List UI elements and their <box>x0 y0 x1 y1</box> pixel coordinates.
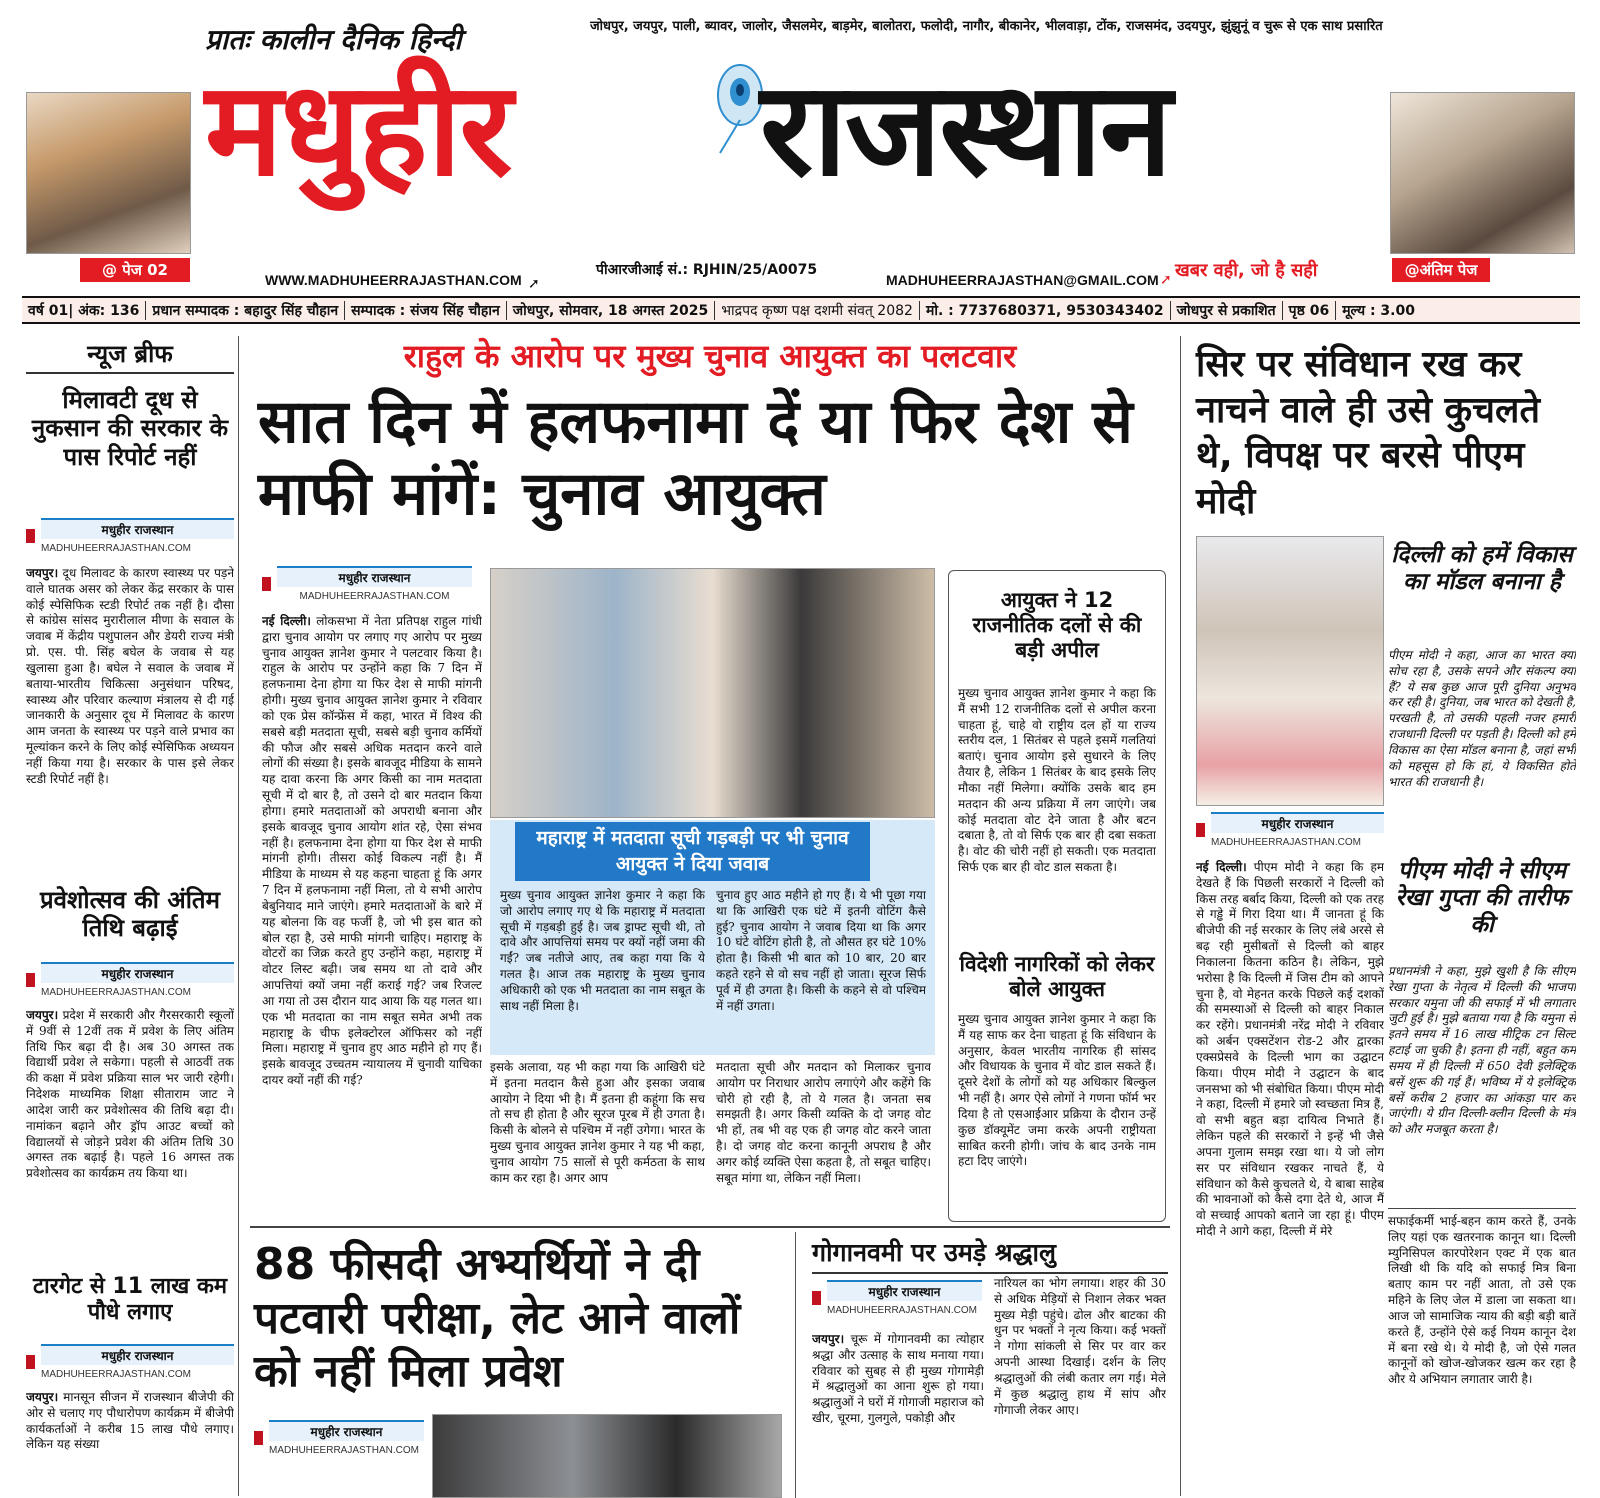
website-link[interactable]: WWW.MADHUHEERRAJASTHAN.COM <box>265 272 522 288</box>
lead-bottom-col-1: इसके अलावा, यह भी कहा गया कि आखिरी घंटे में इतना मतदान कैसे हुआ और इसका जवाब आयोग ने दिया भी है। मैं इतना ही कहूंगा कि सच तो सच ही होता है और सूरज पूरब में ही उगता है। किसी के बोलने से पश्चिम में नहीं उगेगा। भारत के मुख्य चुनाव आयुक्त ज्ञानेश कुमार ने यह भी कहा, चुनाव आयोग 75 सालों से पूरी कर्मठता के साथ काम कर रहा है। अगर आप <box>490 1060 705 1185</box>
subhead: महाराष्ट्र में मतदाता सूची गड़बड़ी पर भी चुनाव आयुक्त ने दिया जवाब <box>515 822 870 881</box>
byline-name: मधुहीर राजस्थान <box>269 1420 424 1441</box>
goga-title: गोगानवमी पर उमड़े श्रद्धालु <box>812 1238 1168 1274</box>
info-date: जोधपुर, सोमवार, 18 अगस्त 2025 <box>507 301 715 320</box>
info-volume: वर्ष 01| अंक: 136 <box>22 301 146 320</box>
byline-name: मधुहीर राजस्थान <box>1211 812 1384 833</box>
dateline: जयपुर। <box>26 1008 59 1022</box>
patwari-headline: 88 फीसदी अभ्यर्थियों ने दी पटवारी परीक्षा, लेट आने वालों को नहीं मिला प्रवेश <box>254 1239 741 1398</box>
info-bar <box>22 296 1580 324</box>
byline-site: MADHUHEERRAJASTHAN.COM <box>269 1445 420 1456</box>
brief-title: न्यूज ब्रीफ <box>26 340 234 374</box>
byline-marker <box>26 973 35 987</box>
byline <box>26 518 234 554</box>
right-col-2-body: सफाईकर्मी भाई-बहन काम करते हैं, उनके लिए यहां एक खतरनाक कानून था। दिल्ली म्युनिसिपल कारपोरेशन एक्ट में एक बात लिखी थी कि यदि को सफाई मित्र बिना बताए काम पर नहीं आता, तो उसे एक महिने के लिए जेल में डाला जा सकता था। आज जो सामाजिक न्याय की बड़ी बड़ी बातें करते हैं, उन्होंने ऐसे कई नियम कानून देश में बना रखे थे। ये मोदी है, जो ऐसे गलत कानूनों को खोज-खोजकर खत्म कर रहा है और ये अभियान लगातार जारी है। <box>1388 1214 1576 1387</box>
byline <box>26 1344 234 1380</box>
info-published: जोधपुर से प्रकाशित <box>1171 301 1283 320</box>
masthead-motto: खबर वही, जो है सही <box>1175 260 1318 281</box>
lead-photo[interactable] <box>490 568 935 818</box>
byline-marker <box>812 1291 821 1305</box>
byline-name: मधुहीर राजस्थान <box>827 1280 982 1301</box>
left-story-3-title: टारगेट से 11 लाख कम पौधे लगाए <box>32 1274 228 1325</box>
lead-headline: सात दिन में हलफनामा दें या फिर देश से माफी मांगें: चुनाव आयुक्त <box>258 387 1133 529</box>
section-divider <box>250 1226 1170 1228</box>
goga-col-2: नारियल का भोग लगाया। शहर की 30 से अधिक मेड़ियों से निशान लेकर भक्त मुख्य मेड़ी पहुंचे। ढोल और बाटका की धुन पर भक्तों ने नृत्य किया। कई भक्तों ने गोगा सांकली से सिर पर वार कर अपनी आस्था दिखाई। दर्शन के लिए श्रद्धालुओं की लंबी कतार लग गई। मेले में कुछ श्रद्धालु हाथ में सांप और गोगाजी लेकर आए। <box>994 1276 1166 1417</box>
quote-2-title: पीएम मोदी ने सीएम रेखा गुप्ता की तारीफ की <box>1395 858 1569 939</box>
info-chief-editor: प्रधान सम्पादक : बहादुर सिंह चौहान <box>146 301 345 320</box>
right-col-body <box>1196 860 1384 1498</box>
left-story-2-body <box>26 1008 234 1266</box>
story-text: दूध मिलावट के कारण स्वास्थ्य पर पड़ने वाले घातक असर को लेकर केंद्र सरकार के पास कोई स्पेसिफिक स्टडी रिपोर्ट तक नहीं है। दौसा से कांग्रेस सांसद मुरारीलाल मीणा के सवाल के जवाब में केंद्रीय पशुपालन और डेयरी राज्य मंत्री प्रो. एस. पी. सिंह बघेल के जवाब से यह खुलासा हुआ है। बघेल ने सवाल के जवाब में बताया-भारतीय चिकित्सा अनुसंधान परिषद, स्वास्थ्य और परिवार कल्याण मंत्रालय से दी गई जानकारी के अनुसार दूध में मिलावट के कारण आम जनता के स्वास्थ्य पर पड़ने वाले प्रभाव का मूल्यांकन करने के लिए कोई स्पेसिफिक अध्ययन नहीं किया गया है। सरकार के पास इसे लेकर स्टडी रिपोर्ट नहीं है। <box>26 566 234 786</box>
byline-marker <box>26 1355 35 1369</box>
byline-site: MADHUHEERRAJASTHAN.COM <box>41 543 192 554</box>
story-text: लोकसभा में नेता प्रतिपक्ष राहुल गांधी द्वारा चुनाव आयोग पर लगाए गए आरोप पर मुख्य चुनाव आयुक्त ज्ञानेश कुमार ने पलटवार किया है। राहुल के आरोप पर उन्होंने कहा कि 7 दिन में हलफनामा देना होगा या फिर देश से माफी मांगनी होगी। मुख्य चुनाव आयुक्त ज्ञानेश कुमार ने रविवार को एक प्रेस कॉन्फ्रेंस में कहा, भारत में विश्व की सबसे बड़ी मतदाता सूची, सबसे बड़ी चुनाव कर्मियों की फौज और सबसे अधिक मतदान करने वाले लोगों की संख्या है। इसके बावजूद मीडिया के सामने यह दावा करना कि अगर किसी का नाम मतदाता सूची में दो बार है, तो उसने दो बार मतदान किया होगा। हमारे मतदाताओं को अपराधी बनाना और इसके बावजूद चुनाव आयोग शांत रहे, ऐसा संभव नहीं है। हलफनामा देना होगा या फिर देश से माफी मांगनी होगी। तीसरा कोई विकल्प नहीं है। मैं मीडिया के माध्यम से यह कहना चाहता हूं कि अगर 7 दिन में हलफनामा नहीं मिला, तो ये सभी आरोप बेबुनियाद माने जाएंगे। हमारे मतदाताओं के बारे में यह बोलना कि वह फर्जी है, जो भी इस बात को बोल रहा है, उसे माफी मांगनी चाहिए। महाराष्ट्र के वोटरों का जिक्र करते हुए उन्होंने कहा, महाराष्ट्र में वोटर लिस्ट बढ़ी। जब समय था तो दावे और आपत्तियां क्यों जमा नहीं कराई गई? जब रिजल्ट आ गया तो उस दौरान याद आया कि यह गलत था। एक भी मतदाता का नाम सबूत समेत अभी तक महाराष्ट्र के चीफ इलेक्टोरल ऑफिसर को नहीं मिला। महाराष्ट्र में चुनाव हुए आठ महीने हो गए हैं। इसके बावजूद उच्चतम न्यायालय में चुनावी याचिका दायर क्यों नहीं की गई? <box>262 614 482 1088</box>
sidebar-box-2-body: मुख्य चुनाव आयुक्त ज्ञानेश कुमार ने कहा कि मैं यह साफ कर देना चाहता हूं कि संविधान के अनुसार, केवल भारतीय नागरिक ही सांसद और विधायक के चुनाव में वोट डाल सकते हैं। दूसरे देशों के लोगों को यह अधिकार बिल्कुल भी नहीं है। अगर ऐसे लोगों ने गणना फॉर्म भर दिया है तो एसआईआर प्रक्रिया के दौरान उन्हें कुछ डॉक्यूमेंट जमा करके अपनी राष्ट्रीयता साबित करनी होगी। जांच के बाद उनके नाम हटा दिए जाएंगे। <box>958 1012 1156 1169</box>
byline-name: मधुहीर राजस्थान <box>41 962 234 983</box>
info-page: पृष्ठ 06 <box>1283 301 1337 320</box>
dateline: जयपुर। <box>812 1332 845 1346</box>
patwari-photo[interactable] <box>432 1414 782 1498</box>
prgi-number: पीआरजीआई सं.: RJHIN/25/A0075 <box>596 262 818 278</box>
byline-name: मधुहीर राजस्थान <box>41 518 234 539</box>
info-phone: मो. : 7737680371, 9530343402 <box>920 301 1171 320</box>
column-divider <box>238 336 239 1496</box>
byline-site: MADHUHEERRAJASTHAN.COM <box>299 591 450 602</box>
byline <box>812 1280 982 1316</box>
byline-site: MADHUHEERRAJASTHAN.COM <box>41 1369 192 1380</box>
byline-marker <box>26 529 35 543</box>
masthead-left-photo[interactable] <box>26 92 191 254</box>
quote-1-body: पीएम मोदी ने कहा, आज का भारत क्या सोच रहा है, उसके सपने और संकल्प क्या हैं? ये सब कुछ आज पूरी दुनिया अनुभव कर रही है। दुनिया, जब भारत को देखती है, परखती है, तो उसकी पहली नजर हमारी राजधानी दिल्ली पर पड़ती है। दिल्ली को हमें विकास का ऐसा मॉडल बनाना है, जहां सभी को महसूस हो कि हां, ये विकसित होते भारत की राजधानी है। <box>1388 648 1576 789</box>
byline <box>1196 812 1384 848</box>
left-story-3-body <box>26 1390 234 1496</box>
right-page-badge[interactable]: @अंतिम पेज <box>1392 258 1490 282</box>
byline-name: मधुहीर राजस्थान <box>277 566 472 587</box>
cursor-icon: ➚ <box>528 276 540 292</box>
left-page-badge[interactable]: @ पेज 02 <box>80 258 190 282</box>
byline <box>254 1420 424 1456</box>
sidebar-box-1-body: मुख्य चुनाव आयुक्त ज्ञानेश कुमार ने कहा कि मैं सभी 12 राजनीतिक दलों से अपील करना चाहता हूं, चाहे वो राष्ट्रीय दल हों या राज्य स्तरीय दल, 1 सितंबर से पहले इसमें गलतियां बताएं। चुनाव आयोग इसे सुधारने के लिए तैयार है, लेकिन 1 सितंबर के बाद इसके लिए मौका नहीं मिलेगा। क्योंकि उसके बाद हम मतदान की अन्य प्रक्रिया में लग जाएंगे। जब कोई मतदाता वोट देने जाता है और बटन दबाता है, तो वो सिर्फ एक बार ही दबा सकता है। वोट की चोरी नहीं हो सकती। एक मतदाता सिर्फ एक बार ही वोट डाल सकता है। <box>958 686 1156 875</box>
byline-site: MADHUHEERRAJASTHAN.COM <box>1211 837 1362 848</box>
dateline: नई दिल्ली। <box>262 614 311 628</box>
info-editor: सम्पादक : संजय सिंह चौहान <box>345 301 507 320</box>
byline-site: MADHUHEERRAJASTHAN.COM <box>41 987 192 998</box>
column-divider <box>795 1232 796 1498</box>
dateline: जयपुर। <box>26 1390 59 1404</box>
story-text: पीएम मोदी ने कहा कि हम देखते हैं कि पिछली सरकारों ने दिल्ली को किस तरह बर्बाद किया, दिल्ली को एक तरह से गड्ढे में गिरा दिया था। मैं जानता हूं कि बीजेपी की नई सरकार के लिए लंबे अरसे से बढ़ रही मुसीबतों से दिल्ली को बाहर निकालना कितना कठिन है। लेकिन, मुझे भरोसा है कि दिल्ली में जिस टीम को आपने चुना है, वो मेहनत करके पिछले कई दशकों की समस्याओं से दिल्ली को बाहर निकाल कर रहेंगे। प्रधानमंत्री नरेंद्र मोदी ने रविवार को अर्बन एक्सटेंशन रोड-2 और द्वारका एक्सप्रेसवे के दिल्ली भाग का उद्घाटन किया। पीएम मोदी ने उद्घाटन के बाद जनसभा को भी संबोधित किया। पीएम मोदी ने कहा, दिल्ली में हमारे जो स्वच्छता मित्र हैं, वो सभी बहुत बड़ा दायित्व निभाते हैं। लेकिन पहले की सरकारों ने इन्हें भी जैसे अपना गुलाम समझ रखा था। ये जो लोग सर पर संविधान रखकर नाचते हैं, ये संविधान को कैसे कुचलते थे, ये बाबा साहेब की भावनाओं को कैसे दगा देते थे, आज मैं वो सच्चाई आपको बताने जा रहा हूं। पीएम मोदी ने आगे कहा, दिल्ली में मेरे <box>1196 860 1384 1239</box>
masthead-editions: जोधपुर, जयपुर, पाली, ब्यावर, जालोर, जैसलमेर, बाड़मेर, बालोतरा, फलोदी, नागौर, बीकानेर, भीलवाड़ा, टोंक, राजसमंद, उदयपुर, झुंझुनूं व चुरू से एक साथ प्रसारित <box>590 19 1383 34</box>
byline-marker <box>262 577 271 591</box>
modi-photo[interactable] <box>1196 536 1384 806</box>
lead-body <box>262 614 482 1262</box>
byline-marker <box>1196 823 1205 837</box>
sidebar-box-1-title: आयुक्त ने 12 राजनीतिक दलों से की बड़ी अपील <box>972 588 1142 662</box>
masthead-tagline: प्रातः कालीन दैनिक हिन्दी <box>205 23 462 56</box>
story-text: चूरू में गोगानवमी का त्योहार श्रद्धा और उत्साह के साथ मनाया गया। रविवार को सुबह से ही मुख्य गोगामेड़ी में श्रद्धालुओं का आना शुरू हो गया। श्रद्धालुओं ने घरों में गोगाजी महाराज को खीर, चूरमा, गुलगुले, पकोड़ी और <box>812 1332 984 1426</box>
byline-name: मधुहीर राजस्थान <box>41 1344 234 1365</box>
info-samvat: भाद्रपद कृष्ण पक्ष दशमी संवत् 2082 <box>715 301 920 320</box>
dateline: नई दिल्ली। <box>1196 860 1247 874</box>
dateline: जयपुर। <box>26 566 59 580</box>
byline-site: MADHUHEERRAJASTHAN.COM <box>827 1305 978 1316</box>
info-price: मूल्य : 3.00 <box>1342 302 1415 319</box>
subhead-col-2: चुनाव हुए आठ महीने हो गए हैं। ये भी पूछा गया था कि आखिरी एक घंटे में इतनी वोटिंग कैसे हुई? चुनाव आयोग ने जवाब दिया था कि अगर 10 घंटे वोटिंग होती है, तो औसत हर घंटे 10% होता है। किसी भी बात को 10 बार, 20 बार कहते रहने से वो सच नहीं हो जाता। सूरज सिर्फ पूर्व में ही उगता है। किसी के कहने से वो पश्चिम में नहीं उगता। <box>716 888 926 1013</box>
byline <box>26 962 234 998</box>
left-story-1-body <box>26 566 234 880</box>
story-text: प्रदेश में सरकारी और गैरसरकारी स्कूलों में 9वीं से 12वीं तक में प्रवेश के लिए अंतिम तिथि फिर बढ़ा दी है। अब 30 अगस्त तक विद्यार्थी प्रवेश ले सकेगा। पहली से आठवीं तक की कक्षा में प्रवेश प्रक्रिया साल भर जारी रहेगी। निदेशक माध्यमिक शिक्षा सीताराम जाट ने आदेश जारी कर प्रवेशोत्सव की तिथि बढ़ा दी। नामांकन बढ़ाने और ड्रॉप आउट बच्चों को विद्यालयों से जोड़ने प्रवेश की अंतिम तिथि 30 अगस्त तक बढ़ाई है। पहले 16 अगस्त तक प्रवेशोत्सव का कार्यक्रम तय किया था। <box>26 1008 234 1181</box>
lead-kicker: राहुल के आरोप पर मुख्य चुनाव आयुक्त का पलटवार <box>403 337 1017 375</box>
section-divider <box>1388 1208 1576 1209</box>
byline <box>262 566 472 602</box>
goga-col-1 <box>812 1332 984 1498</box>
lead-bottom-col-2: मतदाता सूची और मतदान को मिलाकर चुनाव आयोग पर निराधार आरोप लगाएंगे और कहेंगे कि चोरी हो रही है, तो ये गलत है। जनता सब समझती है। अगर किसी व्यक्ति के दो जगह वोट भी हों, तब भी वह एक ही जगह वोट करने जाता है। दो जगह वोट करना कानूनी अपराध है और अगर कोई व्यक्ति ऐसा कहता है, तो सबूत चाहिए। सबूत मांगा था, लेकिन नहीं मिला। <box>716 1060 931 1185</box>
story-text: मानसून सीजन में राजस्थान बीजेपी की ओर से चलाए गए पौधारोपण कार्यक्रम में बीजेपी कार्यकर्ताओं ने करीब 15 लाख पौधे लगाए। लेकिन यह संख्या <box>26 1390 234 1452</box>
left-story-2-title: प्रवेशोत्सव की अंतिम तिथि बढ़ाई <box>40 886 220 943</box>
cursor-icon: ➚ <box>1160 272 1172 288</box>
quote-1-title: दिल्ली को हमें विकास का मॉडल बनाना है <box>1391 542 1573 596</box>
masthead-title-black: राजस्थान <box>760 53 1171 205</box>
left-story-1-title: मिलावटी दूध से नुकसान की सरकार के पास रिपोर्ट नहीं <box>31 386 229 471</box>
byline-marker <box>254 1431 263 1445</box>
masthead-right-photo[interactable] <box>1390 92 1575 254</box>
email-link[interactable]: MADHUHEERRAJASTHAN@GMAIL.COM <box>886 272 1159 288</box>
sidebar-box-2-title: विदेशी नागरिकों को लेकर बोले आयुक्त <box>959 952 1155 1001</box>
masthead-title-red: मधुहीर <box>205 53 511 205</box>
quote-2-body: प्रधानमंत्री ने कहा, मुझे खुशी है कि सीएम रेखा गुप्ता के नेतृत्व में दिल्ली की भाजपा सरकार यमुना जी की सफाई में भी लगातार जुटी हुई है। मुझे बताया गया है कि यमुना से इतने समय में 16 लाख मीट्रिक टन सिल्ट हटाई जा चुकी है। इतना ही नहीं, बहुत कम समय में ही दिल्ली में 650 देवी इलेक्ट्रिक बसें शुरू की गई हैं। भविष्य में ये इलेक्ट्रिक बसें करीब 2 हजार का आंकड़ा पार कर जाएंगी। ये ग्रीन दिल्ली-क्लीन दिल्ली के मंत्र को और मजबूत करता है। <box>1388 964 1576 1137</box>
column-divider <box>1180 336 1181 1496</box>
subhead-col-1: मुख्य चुनाव आयुक्त ज्ञानेश कुमार ने कहा कि जो आरोप लगाए गए थे कि महाराष्ट्र में मतदाता सूची में गड़बड़ी हुई है। जब ड्राफ्ट सूची थी, तो दावे और आपत्तियां समय पर क्यों नहीं जमा की गईं? जब नतीजे आए, तब कहा गया कि ये गलत है। आज तक महाराष्ट्र के मुख्य चुनाव अधिकारी को एक भी मतदाता का नाम सबूत के साथ नहीं मिला है। <box>500 888 705 1013</box>
right-headline: सिर पर संविधान रख कर नाचने वाले ही उसे कुचलते थे, विपक्ष पर बरसे पीएम मोदी <box>1196 344 1540 523</box>
